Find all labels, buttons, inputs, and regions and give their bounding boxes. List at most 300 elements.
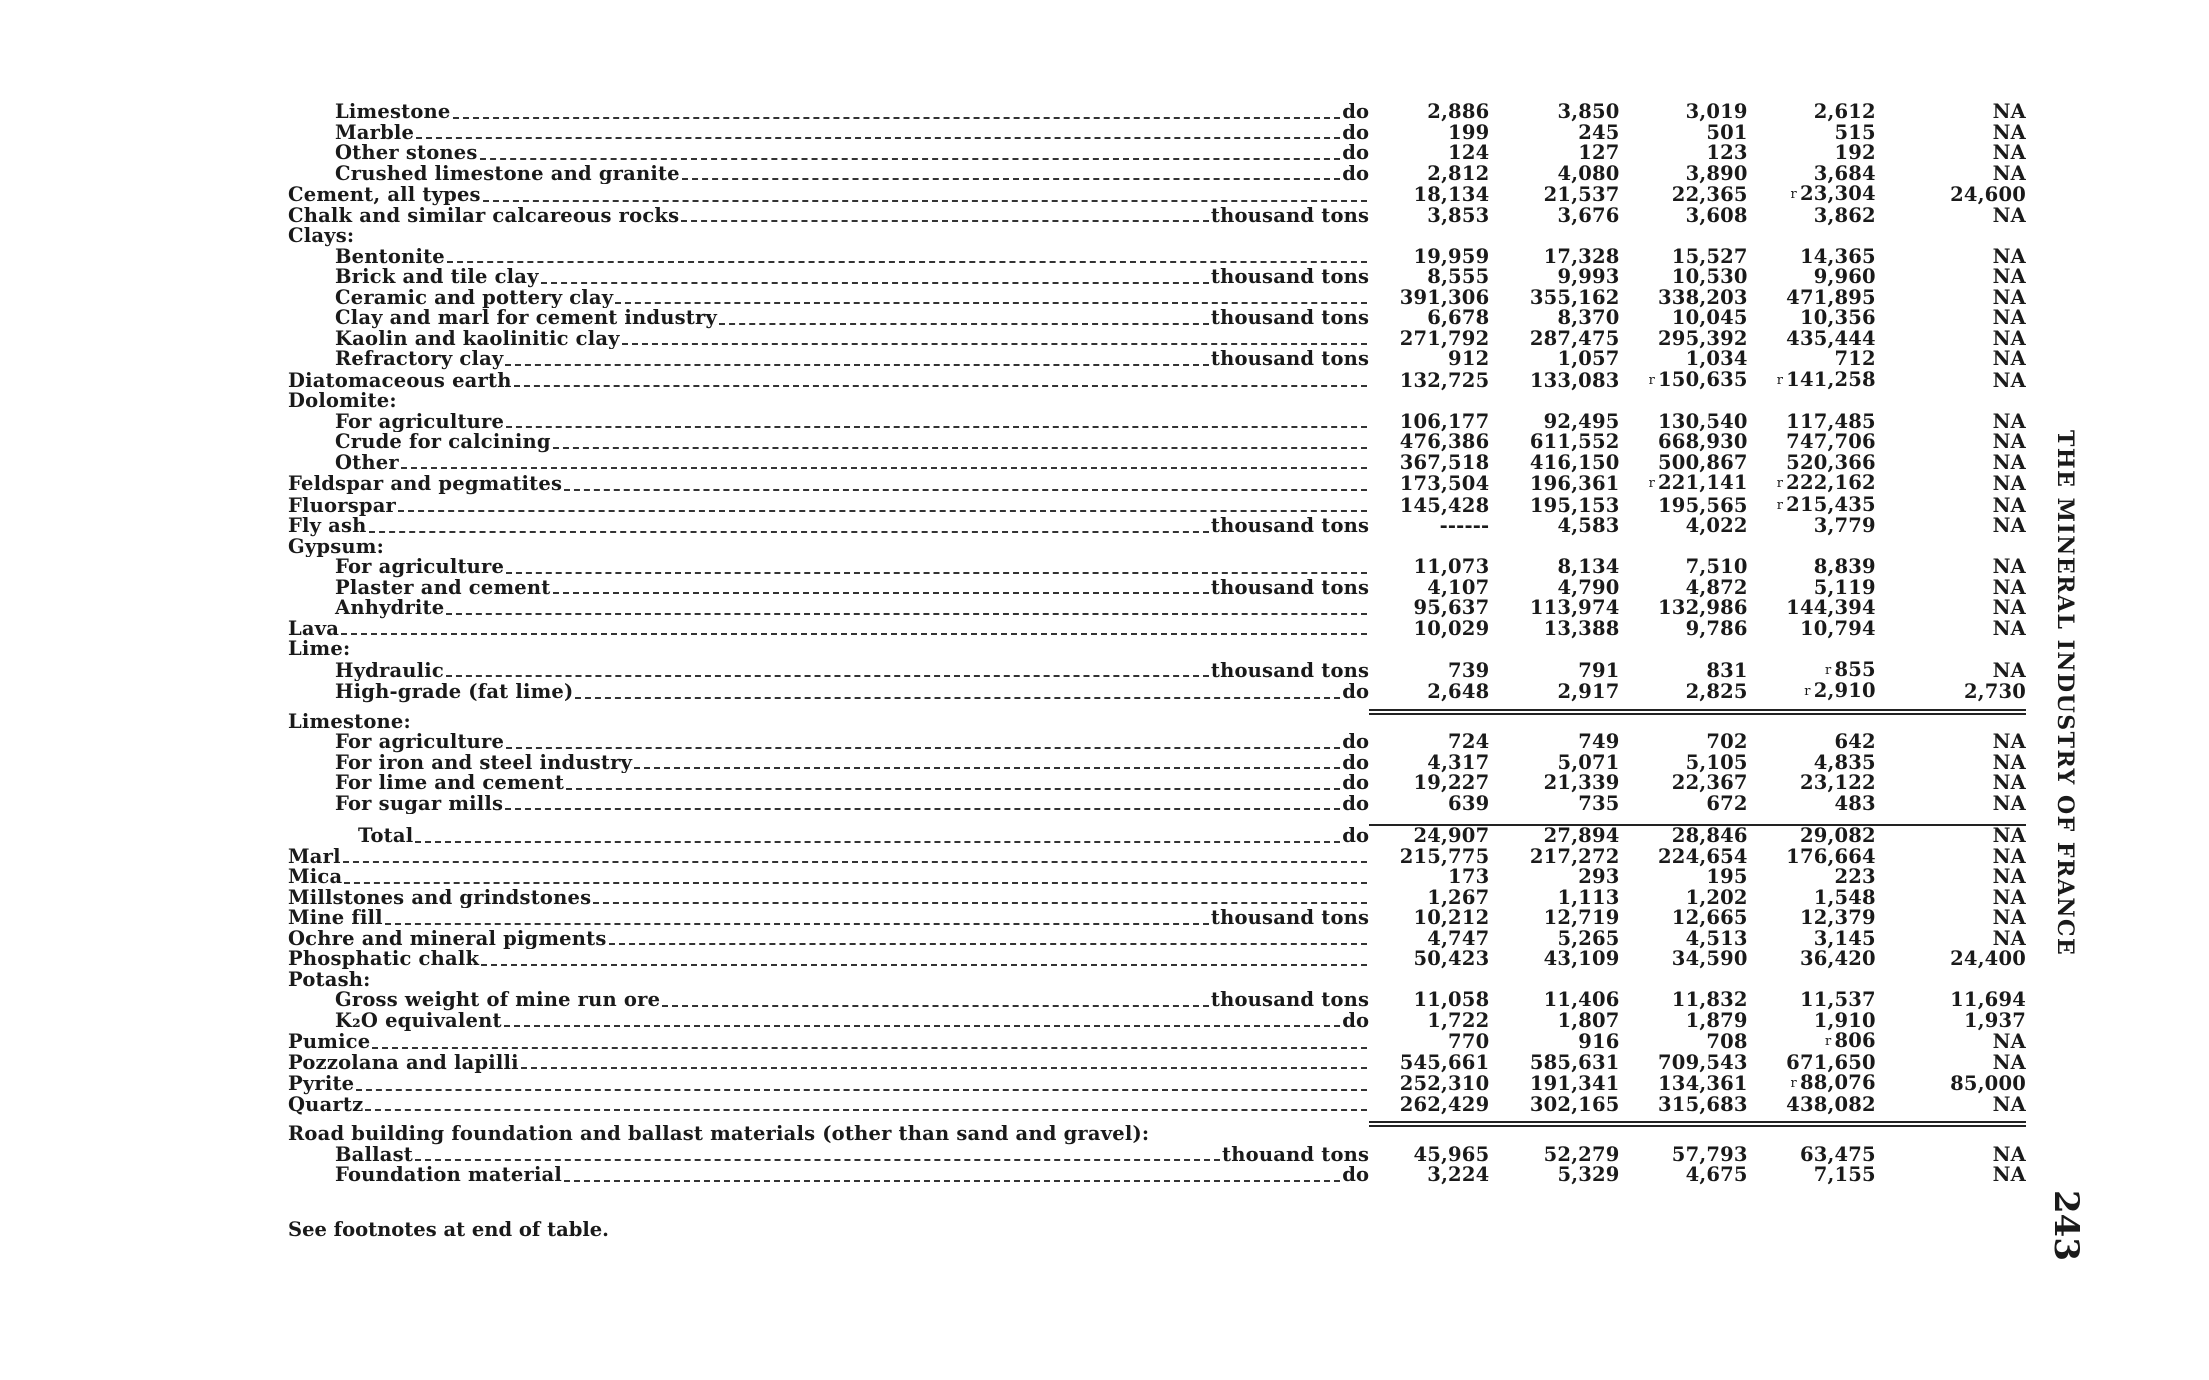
value-cell: 15,527 xyxy=(1671,244,1748,268)
value-cell xyxy=(1620,537,1748,558)
table-row xyxy=(288,349,2026,370)
table-row xyxy=(288,143,2026,164)
table-row xyxy=(288,867,2026,888)
row-label-cell xyxy=(288,908,1369,929)
table-section-header xyxy=(288,537,2026,558)
value-cell: 6,678 xyxy=(1427,306,1490,329)
row-label: Dolomite: xyxy=(288,391,397,412)
row-label-cell xyxy=(288,598,1369,619)
value-cell: 4,022 xyxy=(1685,514,1748,537)
row-label: Gross weight of mine run ore xyxy=(335,990,661,1011)
table-row xyxy=(288,453,2026,474)
value-cell xyxy=(1489,391,1619,412)
leader-dots xyxy=(398,510,1367,512)
value-cell: 367,518 xyxy=(1399,450,1490,474)
row-label: Chalk and similar calcareous rocks xyxy=(288,205,680,226)
value-cell: 195,153 xyxy=(1529,493,1620,517)
value-cell: 2,886 xyxy=(1427,100,1490,123)
value-cell: 117,485 xyxy=(1786,409,1876,433)
leader-dots xyxy=(341,633,1367,635)
value-cell: 1,937 xyxy=(1963,1008,2026,1032)
row-unit: do xyxy=(1342,143,1370,164)
table-row xyxy=(288,794,2026,815)
value-cell: 12,665 xyxy=(1671,906,1748,929)
row-label-cell xyxy=(288,825,1369,847)
leader-dots xyxy=(553,592,1209,594)
value-cell: 9,993 xyxy=(1557,265,1620,288)
row-label-cell xyxy=(288,537,1369,558)
value-cell: 11,058 xyxy=(1413,988,1490,1011)
leader-dots xyxy=(541,282,1209,284)
row-label: Bentonite xyxy=(335,246,445,267)
value-cell: 11,073 xyxy=(1413,555,1490,578)
row-label-cell xyxy=(288,639,1369,660)
footnote-note: See footnotes at end of table. xyxy=(288,1218,609,1241)
value-cell: 338,203 xyxy=(1658,285,1748,309)
value-cell: 196,361 xyxy=(1529,472,1620,495)
row-unit: thousand tons xyxy=(1210,660,1370,681)
value-cell xyxy=(1620,639,1748,660)
value-cell: 271,792 xyxy=(1399,326,1490,350)
rule-cell xyxy=(1620,1115,1748,1124)
row-label: Feldspar and pegmatites xyxy=(288,474,563,495)
row-label: Other xyxy=(335,452,399,473)
value-cell: 4,583 xyxy=(1557,514,1620,537)
value-cell: 668,930 xyxy=(1658,430,1748,453)
value-cell: 2,812 xyxy=(1427,161,1490,185)
value-cell: 262,429 xyxy=(1399,1092,1490,1116)
table-row xyxy=(288,990,2026,1011)
leader-dots xyxy=(505,364,1208,366)
row-unit: do xyxy=(1342,732,1370,753)
leader-dots xyxy=(564,489,1367,491)
leader-dots xyxy=(521,1067,1368,1069)
table-row xyxy=(288,949,2026,970)
rule-cell xyxy=(1876,1115,2026,1124)
row-label: Potash: xyxy=(288,969,371,990)
leader-dots xyxy=(505,808,1340,810)
page-number: 243 xyxy=(2046,1190,2086,1261)
table-row xyxy=(288,619,2026,640)
rule-cell xyxy=(1620,703,1748,712)
value-cell: 585,631 xyxy=(1529,1050,1620,1074)
value-cell xyxy=(1369,1124,1489,1145)
row-label-cell xyxy=(288,432,1369,453)
revised-mark: r xyxy=(1804,684,1811,699)
value-cell xyxy=(1876,226,2026,247)
row-label-cell xyxy=(288,143,1369,164)
row-unit: thousand tons xyxy=(1210,308,1370,329)
rule-spacer xyxy=(288,1115,1369,1124)
value-cell: 223 xyxy=(1834,865,1876,888)
row-label-cell xyxy=(288,288,1369,309)
value-cell: 4,675 xyxy=(1685,1163,1748,1186)
leader-dots xyxy=(593,902,1367,904)
table-section-header xyxy=(288,712,2026,733)
rule-cell xyxy=(1748,1115,1876,1124)
leader-dots xyxy=(615,302,1367,304)
value-cell: 11,537 xyxy=(1799,988,1876,1011)
value-cell: 520,366 xyxy=(1786,450,1876,474)
table-row xyxy=(288,184,2026,206)
value-cell: 11,694 xyxy=(1950,988,2026,1011)
leader-dots xyxy=(566,788,1340,790)
value-cell: 217,272 xyxy=(1529,844,1620,868)
row-label-cell xyxy=(288,660,1369,682)
value-cell xyxy=(1489,537,1619,558)
value-cell: 1,034 xyxy=(1685,347,1748,370)
row-label: Foundation material xyxy=(335,1165,563,1186)
value-cell: 173,504 xyxy=(1399,472,1490,495)
value-cell: 1,722 xyxy=(1427,1008,1490,1032)
row-label-cell xyxy=(288,102,1369,123)
row-label: Diatomaceous earth xyxy=(288,370,512,391)
row-label: For agriculture xyxy=(335,732,505,753)
value-cell: 63,475 xyxy=(1799,1142,1876,1166)
value-cell: NA xyxy=(1992,141,2026,164)
row-unit: do xyxy=(1342,752,1370,773)
revised-mark: r xyxy=(1790,1076,1797,1091)
value-cell: 23,122 xyxy=(1799,771,1876,794)
table-row xyxy=(288,598,2026,619)
row-label-cell xyxy=(288,247,1369,268)
value-cell: NA xyxy=(1992,265,2026,288)
row-label-cell xyxy=(288,184,1369,206)
row-label: Ballast xyxy=(335,1144,413,1165)
value-cell: 145,428 xyxy=(1399,493,1490,517)
value-cell: 195 xyxy=(1706,865,1748,888)
value-cell: 50,423 xyxy=(1413,947,1490,970)
leader-dots xyxy=(681,220,1209,222)
value-cell: 17,328 xyxy=(1543,244,1620,268)
row-label-cell xyxy=(288,206,1369,227)
value-cell: 8,839 xyxy=(1813,555,1876,578)
value-cell: 709,543 xyxy=(1658,1050,1748,1074)
value-cell xyxy=(1748,712,1876,733)
value-cell: 245 xyxy=(1578,120,1620,144)
value-cell: NA xyxy=(1992,771,2026,794)
row-label: Mine fill xyxy=(288,908,383,929)
value-cell: 1,057 xyxy=(1557,347,1620,370)
row-unit: thousand tons xyxy=(1210,990,1370,1011)
leader-dots xyxy=(343,861,1368,863)
leader-dots xyxy=(415,841,1340,843)
value-cell: 10,794 xyxy=(1799,616,1876,640)
leader-dots xyxy=(481,964,1367,966)
leader-dots xyxy=(447,261,1367,263)
value-cell: 13,388 xyxy=(1543,616,1620,640)
revised-mark: r xyxy=(1790,187,1797,202)
value-cell: NA xyxy=(1992,730,2026,753)
leader-dots xyxy=(506,426,1367,428)
table-row xyxy=(288,908,2026,929)
rule-cell xyxy=(1489,703,1619,712)
leader-dots xyxy=(514,385,1368,387)
table-section-header xyxy=(288,1124,2026,1145)
row-unit: do xyxy=(1342,826,1370,847)
value-cell: 173 xyxy=(1448,865,1490,888)
row-label-cell xyxy=(288,370,1369,392)
value-cell: 43,109 xyxy=(1543,947,1620,970)
value-cell: 4,107 xyxy=(1427,575,1490,599)
value-cell: 57,793 xyxy=(1671,1142,1748,1166)
row-label: Refractory clay xyxy=(335,349,504,370)
leader-dots xyxy=(415,1159,1220,1161)
value-cell xyxy=(1489,712,1619,733)
leader-dots xyxy=(506,747,1340,749)
value-cell xyxy=(1620,391,1748,412)
value-cell: 19,227 xyxy=(1413,771,1490,794)
value-cell: 10,530 xyxy=(1671,265,1748,288)
value-cell: 438,082 xyxy=(1786,1092,1876,1116)
row-unit: do xyxy=(1342,102,1370,123)
value-cell: 791 xyxy=(1578,658,1620,682)
value-cell: NA xyxy=(1992,906,2026,929)
value-cell: NA xyxy=(1992,824,2026,847)
value-cell: 36,420 xyxy=(1799,947,1876,970)
table-row xyxy=(288,1095,2026,1116)
table-row xyxy=(288,516,2026,537)
value-cell xyxy=(1748,391,1876,412)
table-row xyxy=(288,888,2026,909)
row-label-cell xyxy=(288,516,1369,537)
row-label: For sugar mills xyxy=(335,793,504,814)
row-unit: do xyxy=(1342,793,1370,814)
value-cell: 355,162 xyxy=(1529,285,1620,309)
value-cell xyxy=(1748,970,1876,991)
value-cell: 3,853 xyxy=(1427,203,1490,227)
value-cell: 191,341 xyxy=(1529,1072,1620,1095)
value-cell: 4,747 xyxy=(1427,926,1490,950)
row-label: Marble xyxy=(335,122,415,143)
row-unit: thousand tons xyxy=(1210,516,1370,537)
table-row xyxy=(288,847,2026,868)
table-row xyxy=(288,773,2026,794)
value-cell: 11,406 xyxy=(1543,988,1620,1011)
value-cell: 3,779 xyxy=(1813,514,1876,537)
row-label: Crude for calcining xyxy=(335,432,551,453)
value-cell xyxy=(1876,639,2026,660)
leader-dots xyxy=(609,943,1368,945)
value-cell: 435,444 xyxy=(1786,326,1876,350)
leader-dots xyxy=(446,613,1367,615)
row-label: Gypsum: xyxy=(288,536,385,557)
rule-cell xyxy=(1369,703,1489,712)
value-cell: 52,279 xyxy=(1543,1142,1620,1166)
table-row xyxy=(288,1053,2026,1074)
value-cell: 3,676 xyxy=(1557,203,1620,227)
revised-mark: r xyxy=(1825,1034,1832,1049)
value-cell: NA xyxy=(1992,472,2026,495)
value-cell xyxy=(1620,1124,1748,1145)
table-row xyxy=(288,660,2026,682)
value-cell xyxy=(1620,970,1748,991)
value-cell: 21,537 xyxy=(1543,183,1620,206)
value-cell xyxy=(1489,1124,1619,1145)
table-row xyxy=(288,267,2026,288)
value-cell: 3,890 xyxy=(1685,161,1748,185)
value-cell: 19,959 xyxy=(1413,244,1490,268)
value-cell: NA xyxy=(1992,616,2026,640)
revised-mark: r xyxy=(1648,372,1656,388)
leader-dots xyxy=(401,467,1367,469)
value-cell: 21,339 xyxy=(1543,771,1620,794)
row-label: Limestone: xyxy=(288,711,411,732)
table-row xyxy=(288,473,2026,495)
row-label-cell xyxy=(288,773,1369,794)
row-label-cell xyxy=(288,578,1369,599)
value-cell: 639 xyxy=(1448,791,1490,815)
value-cell: 5,071 xyxy=(1557,750,1620,774)
value-cell: 18,134 xyxy=(1413,183,1490,206)
row-label-cell xyxy=(288,949,1369,970)
value-cell xyxy=(1876,391,2026,412)
row-label: Crushed limestone and granite xyxy=(335,163,680,184)
value-cell: 12,719 xyxy=(1543,906,1620,929)
value-cell: 28,846 xyxy=(1671,824,1748,847)
row-unit: do xyxy=(1342,163,1370,184)
leader-dots xyxy=(682,178,1340,180)
value-cell: 2,917 xyxy=(1557,680,1620,703)
value-cell: 515 xyxy=(1834,120,1876,144)
value-cell: 106,177 xyxy=(1399,409,1490,433)
value-cell: 916 xyxy=(1578,1030,1620,1053)
table-row xyxy=(288,929,2026,950)
value-cell: 11,832 xyxy=(1671,988,1748,1011)
value-cell: r 141,258 xyxy=(1776,367,1876,391)
value-cell: 224,654 xyxy=(1658,844,1748,868)
value-cell: 702 xyxy=(1706,730,1748,753)
value-cell: NA xyxy=(1992,865,2026,888)
table-row xyxy=(288,557,2026,578)
value-cell: 3,684 xyxy=(1813,161,1876,185)
value-cell: 127 xyxy=(1578,141,1620,164)
value-cell: 2,730 xyxy=(1963,680,2026,703)
value-cell: NA xyxy=(1992,203,2026,227)
row-label-cell xyxy=(288,970,1369,991)
value-cell xyxy=(1620,226,1748,247)
value-cell xyxy=(1748,1124,1876,1145)
value-cell: 22,365 xyxy=(1671,183,1748,206)
value-cell: 132,986 xyxy=(1658,596,1748,619)
value-cell: 3,019 xyxy=(1685,100,1748,123)
leader-dots xyxy=(453,117,1341,119)
row-label: Pozzolana and lapilli xyxy=(288,1052,519,1073)
row-label: Millstones and grindstones xyxy=(288,887,592,908)
table-row xyxy=(288,288,2026,309)
row-label-cell xyxy=(288,712,1369,733)
rule-cell xyxy=(1876,703,2026,712)
value-cell: 749 xyxy=(1578,730,1620,753)
value-cell: NA xyxy=(1992,791,2026,815)
value-cell xyxy=(1369,712,1489,733)
value-cell: 132,725 xyxy=(1399,368,1490,392)
table-row xyxy=(288,1145,2026,1166)
value-cell: NA xyxy=(1992,596,2026,619)
value-cell: 545,661 xyxy=(1399,1050,1490,1074)
value-cell: 831 xyxy=(1706,658,1748,682)
value-cell: 4,790 xyxy=(1557,575,1620,599)
value-cell: 113,974 xyxy=(1529,596,1620,619)
leader-dots xyxy=(575,697,1340,699)
value-cell: 8,370 xyxy=(1557,306,1620,329)
row-label-cell xyxy=(288,888,1369,909)
value-cell: 1,548 xyxy=(1813,885,1876,909)
leader-dots xyxy=(372,1047,1367,1049)
value-cell: r 221,141 xyxy=(1648,471,1748,494)
table-body xyxy=(288,102,2026,1186)
row-label: For agriculture xyxy=(335,557,505,578)
leader-dots xyxy=(719,323,1209,325)
value-cell: 4,080 xyxy=(1557,161,1620,185)
mineral-production-table xyxy=(288,102,2026,1186)
value-cell: 672 xyxy=(1706,791,1748,815)
value-cell xyxy=(1369,391,1489,412)
leader-dots xyxy=(506,572,1367,574)
revised-mark: r xyxy=(1825,662,1832,678)
value-cell: NA xyxy=(1992,450,2026,474)
row-label: Kaolin and kaolinitic clay xyxy=(335,328,620,349)
value-cell: NA xyxy=(1992,1050,2026,1074)
row-label-cell xyxy=(288,308,1369,329)
value-cell: NA xyxy=(1992,555,2026,578)
value-cell: 7,155 xyxy=(1813,1163,1876,1186)
value-cell: 144,394 xyxy=(1786,596,1876,619)
value-cell: 471,895 xyxy=(1786,285,1876,309)
value-cell: 1,879 xyxy=(1685,1008,1748,1032)
value-cell: 12,379 xyxy=(1799,906,1876,929)
value-cell: 5,105 xyxy=(1685,750,1748,774)
value-cell: 302,165 xyxy=(1529,1092,1620,1116)
value-cell: 7,510 xyxy=(1685,555,1748,578)
value-cell: 4,872 xyxy=(1685,575,1748,599)
value-cell: 9,960 xyxy=(1813,265,1876,288)
row-label-cell xyxy=(288,619,1369,640)
value-cell: 5,265 xyxy=(1557,926,1620,950)
value-cell: 287,475 xyxy=(1529,326,1620,350)
value-cell: NA xyxy=(1992,885,2026,909)
single-rule xyxy=(288,814,2026,825)
value-cell: 770 xyxy=(1448,1030,1490,1053)
value-cell xyxy=(1876,537,2026,558)
row-label: Ceramic and pottery clay xyxy=(335,287,614,308)
row-label-cell xyxy=(288,732,1369,753)
row-label: Fly ash xyxy=(288,516,367,537)
value-cell: 10,045 xyxy=(1671,306,1748,329)
value-cell: NA xyxy=(1992,493,2026,517)
row-label: Phosphatic chalk xyxy=(288,949,480,970)
value-cell xyxy=(1620,712,1748,733)
value-cell: 747,706 xyxy=(1786,430,1876,453)
value-cell: 501 xyxy=(1706,120,1748,144)
row-label-cell xyxy=(288,1031,1369,1053)
double-rule xyxy=(288,1115,2026,1124)
row-unit: thouand tons xyxy=(1222,1144,1370,1165)
value-cell: 3,145 xyxy=(1813,926,1876,950)
leader-dots xyxy=(480,158,1341,160)
row-label: K₂O equivalent xyxy=(335,1010,502,1031)
value-cell: 642 xyxy=(1834,730,1876,753)
double-rule xyxy=(288,703,2026,712)
value-cell: 391,306 xyxy=(1399,285,1490,309)
leader-dots xyxy=(662,1005,1209,1007)
row-label-cell xyxy=(288,349,1369,370)
value-cell: 10,029 xyxy=(1413,616,1490,640)
row-label: Other stones xyxy=(335,143,478,164)
row-label-cell xyxy=(288,453,1369,474)
row-label: Brick and tile clay xyxy=(335,267,539,288)
row-label: Quartz xyxy=(288,1094,364,1115)
